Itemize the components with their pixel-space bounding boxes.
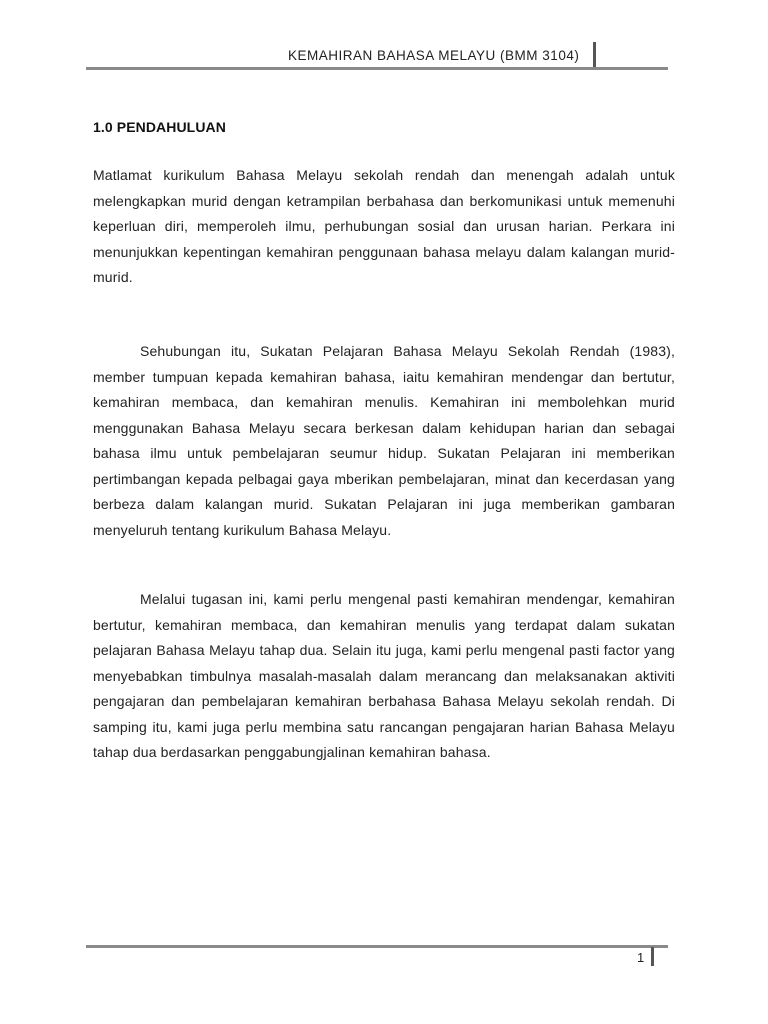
- page-number: 1: [637, 950, 645, 965]
- running-header-title: KEMAHIRAN BAHASA MELAYU (BMM 3104): [288, 48, 580, 63]
- section-heading: 1.0 PENDAHULUAN: [93, 119, 226, 135]
- paragraph-2: Sehubungan itu, Sukatan Pelajaran Bahasa Melayu Sekolah Rendah (1983), member tumpuan kepada kemahiran bahasa, iaitu kemahiran mendengar dan bertutur, kemahiran membaca, dan kemahiran menulis. Kemahiran ini membolehkan murid menggunakan Bahasa Melayu secara berkesan dalam kehidupan harian dan sebagai bahasa ilmu untuk pembelajaran seumur hidup. Sukatan Pelajaran ini memberikan pertimbangan kepada pelbagai gaya mberikan pembelajaran, minat dan kecerdasan yang berbeza dalam kalangan murid. Sukatan Pelajaran ini juga memberikan gambaran menyeluruh tentang kurikulum Bahasa Melayu.: [93, 343, 675, 538]
- header-divider: [86, 67, 668, 70]
- header-vertical-bar: [593, 42, 596, 69]
- footer-vertical-bar: [651, 947, 654, 966]
- paragraph-1: Matlamat kurikulum Bahasa Melayu sekolah rendah dan menengah adalah untuk melengkapkan murid dengan ketrampilan berbahasa dan berkomunikasi untuk memenuhi keperluan diri, memperoleh ilmu, perhubungan sosial dan urusan harian. Perkara ini menunjukkan kepentingan kemahiran penggunaan bahasa melayu dalam kalangan murid-murid.: [93, 167, 675, 285]
- paragraph-3: Melalui tugasan ini, kami perlu mengenal pasti kemahiran mendengar, kemahiran bertutur, kemahiran membaca, dan kemahiran menulis yang terdapat dalam sukatan pelajaran Bahasa Melayu tahap dua. Selain itu juga, kami perlu mengenal pasti factor yang menyebabkan timbulnya masalah-masalah dalam merancang dan melaksanakan aktiviti pengajaran dan pembelajaran kemahiran berbahasa Bahasa Melayu sekolah rendah. Di samping itu, kami juga perlu membina satu rancangan pengajaran harian Bahasa Melayu tahap dua berdasarkan penggabungjalinan kemahiran bahasa.: [93, 591, 675, 760]
- footer-divider: [86, 945, 668, 948]
